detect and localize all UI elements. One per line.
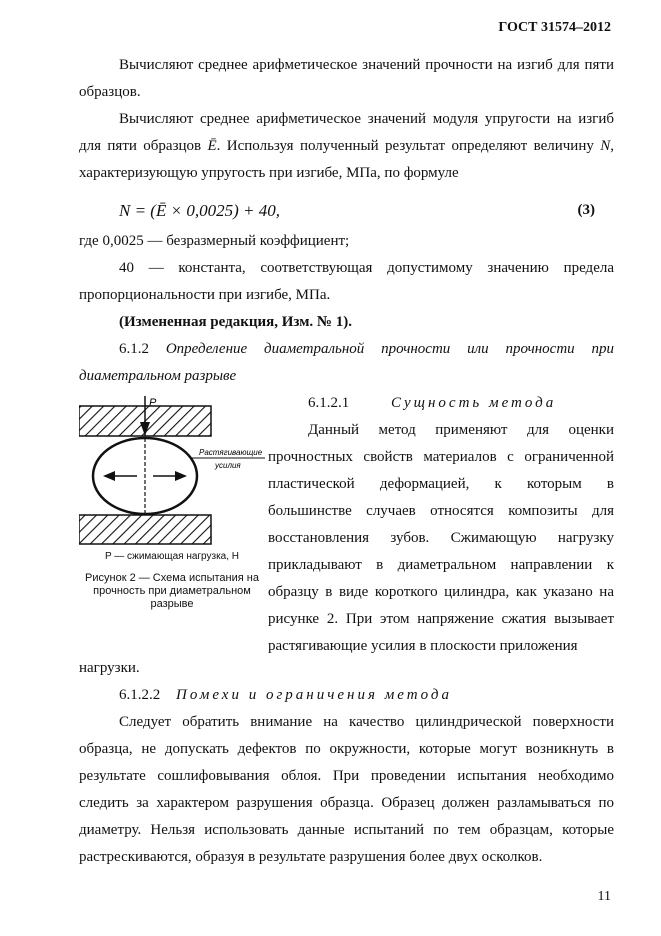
amendment-note: (Измененная редакция, Изм. № 1). bbox=[119, 314, 353, 330]
formula-3: N = (Ē × 0,0025) + 40, bbox=[119, 201, 280, 220]
lower-platen bbox=[79, 515, 211, 544]
section-6-1-2-1-heading bbox=[268, 390, 614, 417]
diametral-test-diagram bbox=[79, 396, 265, 546]
figure-legend: P — сжимающая нагрузка, Н bbox=[104, 551, 240, 562]
where-constant: 40 — константа, соответствующая допустимому значению предела пропорциональности при изгибе, МПа. bbox=[79, 260, 614, 303]
paragraph-mean-modulus bbox=[79, 106, 614, 187]
figure-caption: Рисунок 2 — Схема испытания на прочность при диаметральном разрыве bbox=[85, 572, 259, 610]
section-6-1-2-2-heading bbox=[79, 682, 614, 709]
load-p-label: P bbox=[149, 397, 157, 409]
figure-2 bbox=[79, 396, 265, 556]
section-6-1-2-1-title: Сущность метода bbox=[391, 395, 557, 411]
page-number: 11 bbox=[597, 889, 611, 904]
para2-n-symbol: N bbox=[600, 138, 611, 154]
essence-tail: нагрузки. bbox=[79, 660, 140, 676]
essence-paragraph: Данный метод применяют для оценки прочностных свойств материалов с ограниченной пластической деформацией, к которым в большинстве случаев относятся композиты для восстановления зубов. Сжимающую нагрузку прикладывают в диаметральном направлении к образцу в виде короткого цилиндра, как указано на рисунке 2. При этом напряжение сжатия вызывает растягивающие усилия в плоскости приложения bbox=[268, 422, 614, 654]
para2-text-a: Вычисляют среднее арифметическое значений модуля упругости на изгиб для пяти образцов bbox=[79, 111, 614, 154]
section-6-1-2-number: 6.1.2 bbox=[119, 341, 149, 357]
paragraph-mean-strength: Вычисляют среднее арифметическое значений прочности на изгиб для пяти образцов. bbox=[79, 57, 614, 100]
section-6-1-2-title: Определение диаметральной прочности или прочности при диаметральном разрыве bbox=[79, 341, 614, 384]
formula-number: (3) bbox=[577, 202, 595, 218]
para2-e-symbol: Ē bbox=[207, 138, 217, 154]
para2-text-c: , характеризующую упругость при изгибе, МПа, по формуле bbox=[79, 138, 614, 181]
para2-text-b: . Используя полученный результат определяют величину bbox=[216, 138, 601, 154]
section-6-1-2-2-number: 6.1.2.2 bbox=[119, 687, 161, 703]
interference-paragraph: Следует обратить внимание на качество цилиндрической поверхности образца, не допускать дефектов по окружности, которые могут возникнуть в результате сошлифовывания облоя. При проведении испытания необходимо следить за характером разрушения образца. Образец должен разламываться по диаметру. Нельзя использовать данные испытаний по тем образцам, которые растрескиваются, образуя в результате разрушения более двух осколков. bbox=[79, 714, 614, 865]
document-code: ГОСТ 31574–2012 bbox=[498, 20, 611, 35]
section-6-1-2-2-title: Помехи и ограничения метода bbox=[176, 687, 452, 703]
section-6-1-2-1-number: 6.1.2.1 bbox=[308, 395, 350, 411]
forces-label-line2: усилия bbox=[215, 461, 241, 470]
section-6-1-2-heading bbox=[79, 336, 614, 390]
forces-label-line1: Растягивающие bbox=[199, 448, 263, 457]
where-coefficient: где 0,0025 — безразмерный коэффициент; bbox=[79, 233, 350, 249]
